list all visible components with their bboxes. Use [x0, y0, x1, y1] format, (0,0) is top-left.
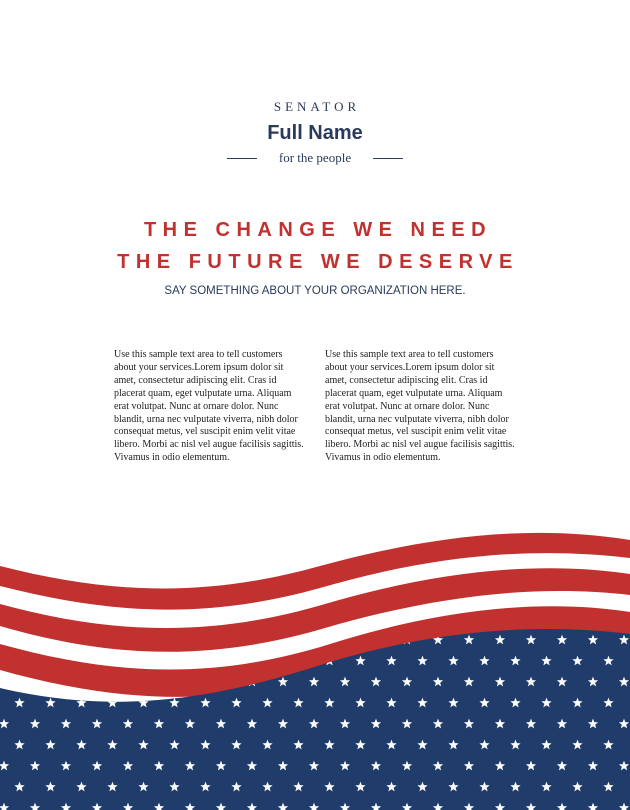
organization-subheading: SAY SOMETHING ABOUT YOUR ORGANIZATION HERE.: [164, 285, 466, 297]
tagline: for the people: [278, 150, 352, 165]
star-icon: [231, 656, 241, 666]
candidate-name: Full Name: [267, 122, 363, 144]
headline-line-1: THE CHANGE WE NEED: [143, 219, 493, 241]
star-icon: [138, 656, 148, 666]
body-column-left: Use this sample text area to tell customers about your services.Lorem ipsum dolor sit amet, consectetur adipiscing elit. Cras id placerat quam, eget vulputate urna. Aliquam erat volutpat. Nunc at ornare dolor. Nunc blandit, urna nec vulputate viverra, nibh dolor consequat metus, vel suscipit enim velit vitae libero. Morbi ac nisl vel augue facilisis sagittis. Vivamus in odio elementum.: [114, 349, 304, 464]
star-icon: [0, 677, 9, 687]
star-icon: [0, 635, 9, 645]
star-icon: [309, 635, 319, 645]
senator-label: SENATOR: [273, 99, 361, 114]
star-icon: [107, 656, 117, 666]
star-icon: [169, 656, 179, 666]
headline-line-2: THE FUTURE WE DESERVE: [117, 251, 519, 273]
body-column-right: Use this sample text area to tell customers about your services.Lorem ipsum dolor sit amet, consectetur adipiscing elit. Cras id placerat quam, eget vulputate urna. Aliquam erat volutpat. Nunc at ornare dolor. Nunc blandit, urna nec vulputate viverra, nibh dolor consequat metus, vel suscipit enim velit vitae libero. Morbi ac nisl vel augue facilisis sagittis. Vivamus in odio elementum.: [325, 349, 515, 464]
star-icon: [200, 656, 210, 666]
